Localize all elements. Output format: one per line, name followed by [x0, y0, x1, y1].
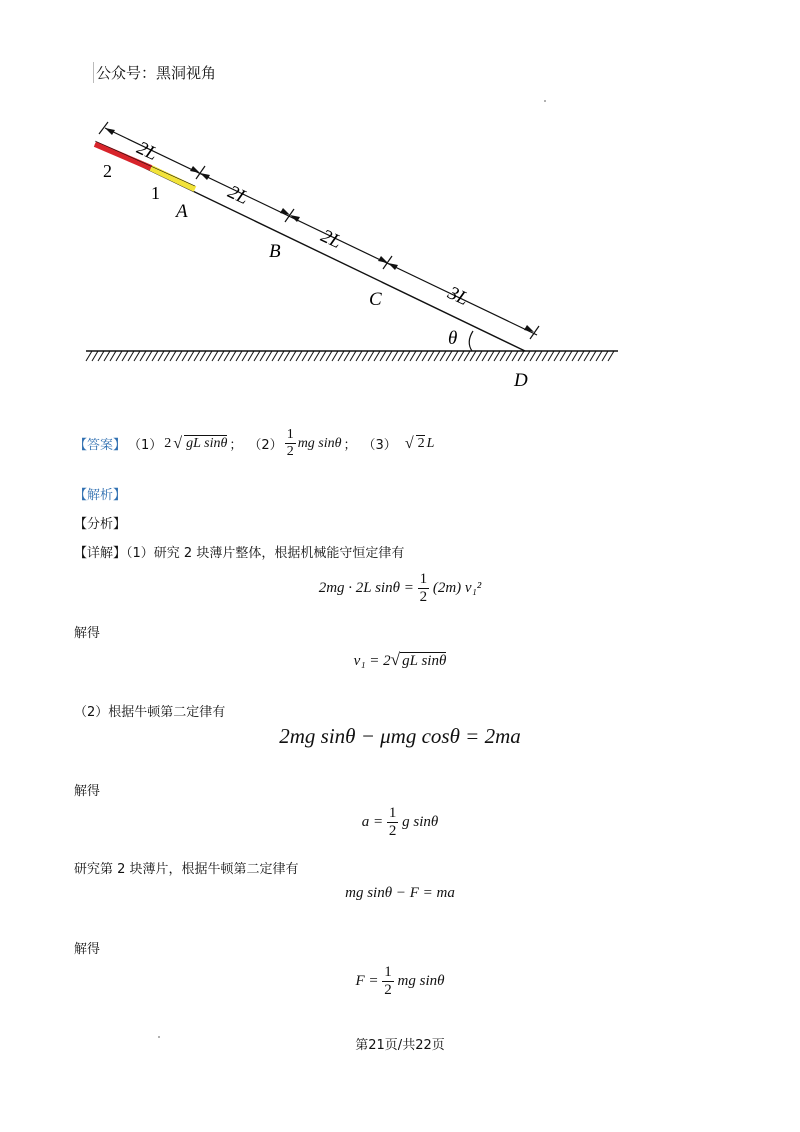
answer-part3-radicand: 2 — [417, 436, 425, 451]
hatch-mark — [518, 351, 524, 361]
part2b-text: 研究第 2 块薄片，根据牛顿第二定律有 — [74, 862, 299, 877]
detail-tag: 【详解】 — [74, 546, 127, 561]
hatch-mark — [608, 351, 614, 361]
hatch-mark — [272, 351, 278, 361]
eq6-frac — [382, 965, 394, 998]
hatch-mark — [548, 351, 554, 361]
hatch-mark — [158, 351, 164, 361]
hatch-mark — [542, 351, 548, 361]
frac-num: 1 — [286, 427, 294, 442]
answer-part3-var: L — [426, 435, 435, 451]
hatch-mark — [206, 351, 212, 361]
hatch-mark — [434, 351, 440, 361]
label-3L: 3L — [444, 282, 472, 310]
hatch-mark — [416, 351, 422, 361]
answer-part1-label: （1） — [128, 438, 163, 453]
hatch-mark — [530, 351, 536, 361]
label-2L-ab: 2L — [224, 181, 252, 209]
answer-part2-label: （2） — [248, 438, 283, 453]
hatch-mark — [290, 351, 296, 361]
hatch-mark — [194, 351, 200, 361]
hatch-mark — [338, 351, 344, 361]
hatch-mark — [134, 351, 140, 361]
hatch-mark — [590, 351, 596, 361]
hatch-mark — [176, 351, 182, 361]
angle-arc — [469, 331, 473, 351]
hatch-mark — [326, 351, 332, 361]
frac-num: 1 — [419, 571, 428, 587]
hatch-mark — [236, 351, 242, 361]
label-sheet-1: 1 — [151, 183, 160, 203]
hatch-mark — [512, 351, 518, 361]
hatch-mark — [398, 351, 404, 361]
hatch-mark — [242, 351, 248, 361]
hatch-mark — [164, 351, 170, 361]
hatch-mark — [344, 351, 350, 361]
hatch-mark — [488, 351, 494, 361]
hatch-mark — [506, 351, 512, 361]
hatch-mark — [566, 351, 572, 361]
hatch-mark — [152, 351, 158, 361]
hatch-mark — [440, 351, 446, 361]
hatch-mark — [170, 351, 176, 361]
hatch-mark — [578, 351, 584, 361]
hatch-mark — [248, 351, 254, 361]
hatch-mark — [332, 351, 338, 361]
hatch-mark — [86, 351, 92, 361]
answer-part2-frac — [285, 428, 296, 459]
hatch-mark — [266, 351, 272, 361]
hatch-mark — [524, 351, 530, 361]
hatch-mark — [482, 351, 488, 361]
hatch-mark — [554, 351, 560, 361]
hatch-mark — [392, 351, 398, 361]
hatch-mark — [200, 351, 206, 361]
eq2-lhs: v₁ = 2 — [353, 653, 391, 669]
hatch-mark — [452, 351, 458, 361]
equation-6 — [0, 965, 800, 998]
equation-4 — [0, 806, 800, 839]
hatch-mark — [572, 351, 578, 361]
eq6-rhs: mg sinθ — [397, 972, 445, 989]
hatch-mark — [386, 351, 392, 361]
hatch-mark — [104, 351, 110, 361]
hatch-mark — [368, 351, 374, 361]
hatch-mark — [602, 351, 608, 361]
jiede-3: 解得 — [74, 942, 101, 957]
hatch-mark — [596, 351, 602, 361]
detail-text: （1）研究 2 块薄片整体，根据机械能守恒定律有 — [126, 546, 405, 561]
hatch-mark — [464, 351, 470, 361]
sqrt-sign: √ — [173, 434, 183, 452]
hatch-mark — [494, 351, 500, 361]
hatch-mark — [254, 351, 260, 361]
hatch-mark — [560, 351, 566, 361]
hatch-mark — [212, 351, 218, 361]
eq6-lhs: F = — [355, 972, 379, 989]
watermark: 公众号：黑洞视角 — [93, 62, 218, 83]
hatch-mark — [224, 351, 230, 361]
eq4-rhs: g sinθ — [402, 813, 439, 830]
hatch-mark — [110, 351, 116, 361]
hatch-mark — [308, 351, 314, 361]
hatch-mark — [188, 351, 194, 361]
sqrt-sign: √ — [404, 434, 414, 452]
hatch-mark — [260, 351, 266, 361]
hatch-mark — [350, 351, 356, 361]
equation-1 — [0, 572, 800, 605]
answer-line — [74, 428, 434, 459]
answer-part2-expr: mg sinθ — [297, 435, 342, 451]
answer-part3-label: （3） — [362, 438, 397, 453]
hatch-mark — [320, 351, 326, 361]
hatch-mark — [296, 351, 302, 361]
frac-den: 2 — [388, 823, 397, 839]
eq2-radicand: gL sinθ — [402, 653, 447, 669]
hatch-mark — [140, 351, 146, 361]
hatch-mark — [116, 351, 122, 361]
hatch-mark — [500, 351, 506, 361]
frac-num: 1 — [388, 805, 397, 821]
part2-text: （2）根据牛顿第二定律有 — [74, 705, 226, 720]
frac-num: 1 — [384, 964, 392, 980]
frac-den: 2 — [286, 444, 294, 459]
label-B: B — [269, 241, 281, 262]
dimension-line — [99, 122, 539, 339]
frac-den: 2 — [419, 589, 428, 605]
eq4-lhs: a = — [361, 813, 384, 830]
eq1-frac — [418, 572, 430, 605]
hatch-mark — [374, 351, 380, 361]
hatch-mark — [362, 351, 368, 361]
frac-den: 2 — [384, 982, 392, 998]
ground — [86, 351, 618, 361]
answer-part1-radicand: gL sinθ — [186, 436, 228, 451]
label-sheet-2: 2 — [103, 161, 112, 181]
label-D: D — [514, 370, 528, 391]
hatch-mark — [476, 351, 482, 361]
answer-tag: 【答案】 — [74, 438, 127, 453]
eq1-rhs: (2m) v₁² — [432, 579, 482, 596]
eq1-lhs: 2mg · 2L sinθ = — [318, 579, 414, 596]
hatch-mark — [422, 351, 428, 361]
label-A: A — [176, 201, 188, 222]
hatch-mark — [410, 351, 416, 361]
hatch-mark — [98, 351, 104, 361]
sqrt-sign: √ — [390, 650, 401, 669]
hatch-mark — [584, 351, 590, 361]
hatch-mark — [92, 351, 98, 361]
analysis-tag: 【解析】 — [74, 488, 127, 503]
label-C: C — [369, 289, 382, 310]
hatch-mark — [314, 351, 320, 361]
hatch-mark — [458, 351, 464, 361]
hatch-mark — [218, 351, 224, 361]
answer-part1-coef: 2 — [164, 435, 172, 451]
hatch-mark — [536, 351, 542, 361]
hatch-mark — [356, 351, 362, 361]
equation-5: mg sinθ − F = ma — [345, 885, 455, 901]
hatch-mark — [284, 351, 290, 361]
speck — [544, 100, 546, 102]
hatch-mark — [404, 351, 410, 361]
hatch-mark — [302, 351, 308, 361]
hatch-mark — [122, 351, 128, 361]
answer-sep2: ； — [343, 438, 357, 453]
hatch-mark — [146, 351, 152, 361]
hatch-mark — [428, 351, 434, 361]
hatch-mark — [446, 351, 452, 361]
hatch-mark — [230, 351, 236, 361]
label-2L-top: 2L — [133, 137, 161, 165]
label-theta: θ — [448, 328, 458, 349]
answer-sep1: ； — [229, 438, 243, 453]
detail-line — [74, 542, 404, 561]
jiede-1: 解得 — [74, 626, 101, 641]
hatch-mark — [278, 351, 284, 361]
fenxi-tag: 【分析】 — [74, 517, 127, 532]
incline-figure — [0, 110, 800, 400]
label-2L-bc: 2L — [317, 225, 345, 253]
hatch-mark — [380, 351, 386, 361]
hatch-mark — [182, 351, 188, 361]
hatch-mark — [128, 351, 134, 361]
eq4-frac — [387, 806, 399, 839]
jiede-2: 解得 — [74, 784, 101, 799]
page-footer: 第21页/共22页 — [355, 1038, 445, 1053]
hatch-mark — [470, 351, 476, 361]
equation-2 — [0, 650, 800, 670]
equation-3: 2mg sinθ − μmg cosθ = 2ma — [279, 724, 521, 748]
